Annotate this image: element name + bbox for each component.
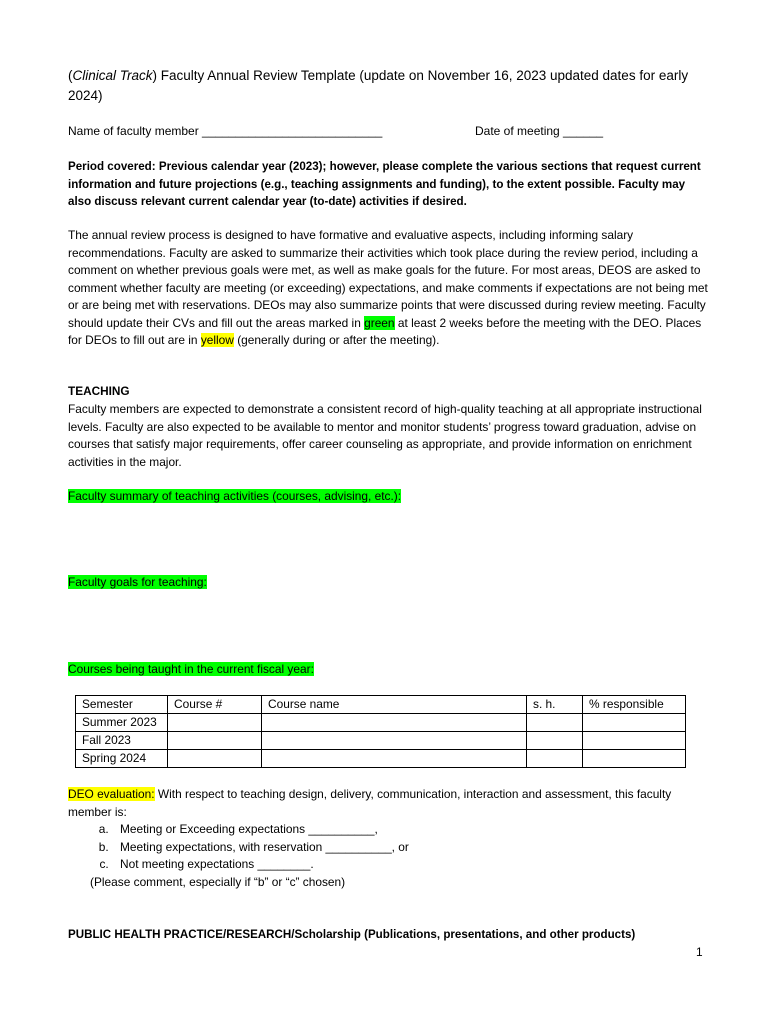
courses-label-text: Courses being taught in the current fiscal year: xyxy=(68,662,314,676)
intro-part1: The annual review process is designed to have formative and evaluative aspects, including informing salary recommendations. Faculty are asked to summarize their activities which took place during the review period, including a comment on whether previous goals were met, as well as make goals for the future. For most areas, DEOS are asked to comment whether faculty are meeting (or exceeding) expectations, and make comments if expectations are not being met or are being met with reservations. DEOs may also summarize points that were discussed during review meeting. Faculty should update their CVs and fill out the areas marked in xyxy=(68,228,708,330)
teaching-body: Faculty members are expected to demonstrate a consistent record of high-quality teaching at all appropriate instructional levels. Faculty are also expected to be available to mentor and monitor students’ progress toward graduation, advise on courses that satisfy major requirements, offer career counseling as appropriate, and provide information on enrichment activities in the major. xyxy=(68,402,702,469)
cell-sh[interactable] xyxy=(527,714,583,732)
table-header-row xyxy=(76,696,686,714)
header-percent-responsible: % responsible xyxy=(583,696,686,714)
table-row xyxy=(76,714,686,732)
deo-intro xyxy=(68,786,708,821)
title-rest: ) Faculty Annual Review Template (update on November 16, 2023 updated dates for early 2024) xyxy=(68,68,689,103)
cell-course-name[interactable] xyxy=(262,732,527,750)
cell-semester: Fall 2023 xyxy=(76,732,168,750)
teaching-summary-label[interactable] xyxy=(68,488,401,506)
teaching-heading: TEACHING xyxy=(68,384,130,398)
deo-option-b[interactable]: b. Meeting expectations, with reservation __________, or xyxy=(112,839,708,857)
cell-course-number[interactable] xyxy=(168,714,262,732)
header-course-number: Course # xyxy=(168,696,262,714)
intro-green-word: green xyxy=(364,315,395,330)
cell-semester: Summer 2023 xyxy=(76,714,168,732)
header-sh: s. h. xyxy=(527,696,583,714)
deo-option-c[interactable]: c. Not meeting expectations ________. xyxy=(112,856,708,874)
document-title xyxy=(68,66,708,106)
cell-course-name[interactable] xyxy=(262,750,527,768)
cell-sh[interactable] xyxy=(527,732,583,750)
period-covered: Period covered: Previous calendar year (2023); however, please complete the various sections that request current information and future projections (e.g., teaching assignments and funding), to the extent possible. Faculty may also discuss relevant current calendar year (to-date) activities if desired. xyxy=(68,160,701,208)
deo-note: (Please comment, especially if “b” or “c” chosen) xyxy=(90,874,346,889)
title-open-paren: ( xyxy=(68,68,73,83)
cell-course-name[interactable] xyxy=(262,714,527,732)
intro-paragraph xyxy=(68,227,708,350)
courses-label[interactable] xyxy=(68,661,314,679)
faculty-name-field[interactable]: Name of faculty member ___________________________ xyxy=(68,124,383,138)
cell-sh[interactable] xyxy=(527,750,583,768)
table-row xyxy=(76,732,686,750)
cell-semester: Spring 2024 xyxy=(76,750,168,768)
title-italic: Clinical Track xyxy=(72,68,153,83)
cell-course-number[interactable] xyxy=(168,732,262,750)
deo-text: With respect to teaching design, delivery, communication, interaction and assessment, this faculty member is: xyxy=(68,787,672,819)
meeting-date-field[interactable]: Date of meeting ______ xyxy=(475,124,604,138)
page-number: 1 xyxy=(696,945,703,959)
teaching-summary-text: Faculty summary of teaching activities (courses, advising, etc.): xyxy=(68,489,402,503)
intro-yellow-word: yellow xyxy=(200,333,234,347)
intro-part3: (generally during or after the meeting). xyxy=(233,333,440,347)
table-row xyxy=(76,750,686,768)
deo-options xyxy=(68,821,708,874)
cell-percent[interactable] xyxy=(583,714,686,732)
php-heading: PUBLIC HEALTH PRACTICE/RESEARCH/Scholarship (Publications, presentations, and other products) xyxy=(68,928,636,941)
cell-course-number[interactable] xyxy=(168,750,262,768)
deo-option-a[interactable]: a. Meeting or Exceeding expectations __________, xyxy=(112,821,708,839)
intro-part2: at least 2 weeks before the meeting with the DEO. Places for DEOs to fill out are in xyxy=(68,315,702,347)
cell-percent[interactable] xyxy=(583,750,686,768)
name-date-row xyxy=(68,123,708,141)
cell-percent[interactable] xyxy=(583,732,686,750)
courses-table xyxy=(75,695,686,768)
deo-evaluation xyxy=(68,786,708,891)
teaching-goals-text: Faculty goals for teaching: xyxy=(68,575,207,589)
deo-label[interactable]: DEO evaluation: xyxy=(68,787,155,801)
header-semester: Semester xyxy=(76,696,168,714)
teaching-goals-label[interactable] xyxy=(68,574,207,592)
header-course-name: Course name xyxy=(262,696,527,714)
